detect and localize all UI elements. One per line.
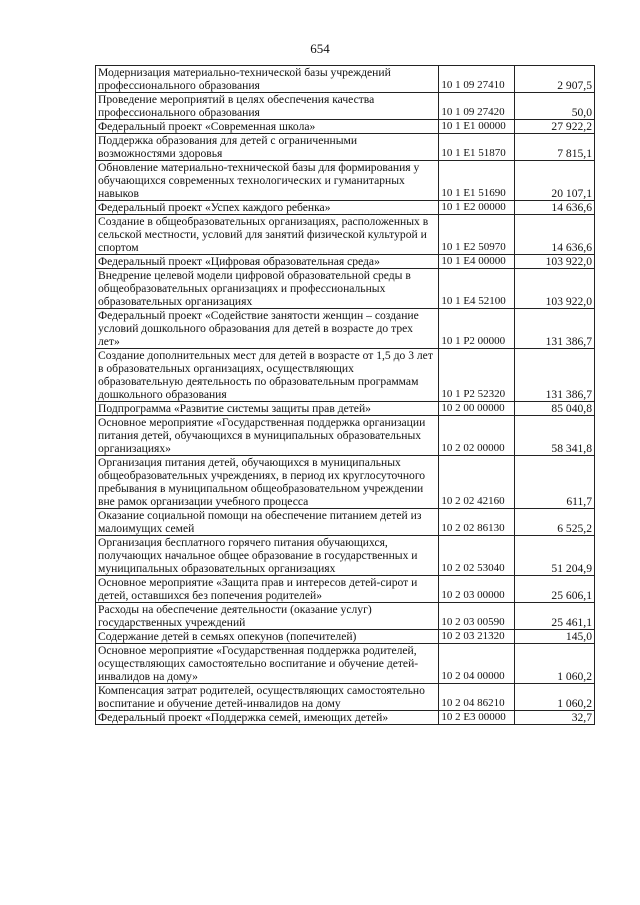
row-name: Основное мероприятие «Защита прав и интересов детей-сирот и детей, оставшихся без попечения родителей» xyxy=(96,576,439,603)
row-code: 10 1 P2 52320 xyxy=(439,349,514,402)
row-name: Создание дополнительных мест для детей в возрасте от 1,5 до 3 лет в образовательных организациях, осуществляющих образовательную деятельность по образовательным программам дошкольного образования xyxy=(96,349,439,402)
row-code: 10 2 E3 00000 xyxy=(439,711,514,725)
table-row xyxy=(96,201,595,215)
row-code: 10 2 03 21320 xyxy=(439,630,514,644)
row-amount: 85 040,8 xyxy=(514,402,594,416)
table-row xyxy=(96,456,595,509)
row-amount: 14 636,6 xyxy=(514,215,594,255)
table-row xyxy=(96,120,595,134)
row-amount: 2 907,5 xyxy=(514,66,594,93)
row-amount: 131 386,7 xyxy=(514,309,594,349)
budget-table xyxy=(95,65,595,725)
row-name: Создание в общеобразовательных организациях, расположенных в сельской местности, условий для занятий физической культурой и спортом xyxy=(96,215,439,255)
table-row xyxy=(96,255,595,269)
table-row xyxy=(96,644,595,684)
table-row xyxy=(96,416,595,456)
row-name: Оказание социальной помощи на обеспечение питанием детей из малоимущих семей xyxy=(96,509,439,536)
row-amount: 50,0 xyxy=(514,93,594,120)
row-code: 10 2 03 00590 xyxy=(439,603,514,630)
row-amount: 58 341,8 xyxy=(514,416,594,456)
table-row xyxy=(96,134,595,161)
row-code: 10 2 02 53040 xyxy=(439,536,514,576)
row-name: Основное мероприятие «Государственная поддержка родителей, осуществляющих самостоятельно воспитание и обучение детей-инвалидов на дому» xyxy=(96,644,439,684)
row-code: 10 1 09 27410 xyxy=(439,66,514,93)
row-name: Обновление материально-технической базы для формирования у обучающихся современных технологических и гуманитарных навыков xyxy=(96,161,439,201)
row-amount: 51 204,9 xyxy=(514,536,594,576)
row-code: 10 1 E1 00000 xyxy=(439,120,514,134)
table-row xyxy=(96,93,595,120)
table-row xyxy=(96,269,595,309)
row-name: Компенсация затрат родителей, осуществляющих самостоятельно воспитание и обучение детей-инвалидов на дому xyxy=(96,684,439,711)
row-amount: 14 636,6 xyxy=(514,201,594,215)
row-code: 10 2 02 42160 xyxy=(439,456,514,509)
row-name: Основное мероприятие «Государственная поддержка организации питания детей, обучающихся в муниципальных образовательных организациях» xyxy=(96,416,439,456)
row-code: 10 1 P2 00000 xyxy=(439,309,514,349)
row-name: Федеральный проект «Успех каждого ребенка» xyxy=(96,201,439,215)
table-row xyxy=(96,684,595,711)
row-code: 10 1 E4 52100 xyxy=(439,269,514,309)
table-row xyxy=(96,711,595,725)
row-name: Организация питания детей, обучающихся в муниципальных общеобразовательных учреждениях, в период их круглосуточного пребывания в муниципальном общеобразовательном учреждении вне рамок организации учебного процесса xyxy=(96,456,439,509)
row-amount: 145,0 xyxy=(514,630,594,644)
table-row xyxy=(96,309,595,349)
row-code: 10 1 E2 00000 xyxy=(439,201,514,215)
row-name: Содержание детей в семьях опекунов (попечителей) xyxy=(96,630,439,644)
row-code: 10 1 09 27420 xyxy=(439,93,514,120)
row-amount: 25 461,1 xyxy=(514,603,594,630)
table-row xyxy=(96,161,595,201)
row-code: 10 2 03 00000 xyxy=(439,576,514,603)
row-amount: 1 060,2 xyxy=(514,644,594,684)
row-name: Внедрение целевой модели цифровой образовательной среды в общеобразовательных организациях и профессиональных образовательных организациях xyxy=(96,269,439,309)
row-name: Модернизация материально-технической базы учреждений профессионального образования xyxy=(96,66,439,93)
row-code: 10 2 04 00000 xyxy=(439,644,514,684)
table-row xyxy=(96,576,595,603)
row-code: 10 1 E1 51690 xyxy=(439,161,514,201)
row-amount: 25 606,1 xyxy=(514,576,594,603)
table-row xyxy=(96,630,595,644)
row-amount: 32,7 xyxy=(514,711,594,725)
row-amount: 611,7 xyxy=(514,456,594,509)
row-name: Расходы на обеспечение деятельности (оказание услуг) государственных учреждений xyxy=(96,603,439,630)
row-code: 10 1 E1 51870 xyxy=(439,134,514,161)
row-amount: 20 107,1 xyxy=(514,161,594,201)
row-name: Федеральный проект «Содействие занятости женщин – создание условий дошкольного образования для детей в возрасте до трех лет» xyxy=(96,309,439,349)
row-name: Проведение мероприятий в целях обеспечения качества профессионального образования xyxy=(96,93,439,120)
row-code: 10 2 00 00000 xyxy=(439,402,514,416)
page-number: 654 xyxy=(310,41,330,56)
row-name: Федеральный проект «Цифровая образовательная среда» xyxy=(96,255,439,269)
row-name: Подпрограмма «Развитие системы защиты прав детей» xyxy=(96,402,439,416)
row-code: 10 2 04 86210 xyxy=(439,684,514,711)
row-name: Федеральный проект «Современная школа» xyxy=(96,120,439,134)
table-row xyxy=(96,509,595,536)
row-code: 10 1 E2 50970 xyxy=(439,215,514,255)
row-code: 10 1 E4 00000 xyxy=(439,255,514,269)
row-amount: 103 922,0 xyxy=(514,269,594,309)
table-row xyxy=(96,603,595,630)
row-name: Организация бесплатного горячего питания обучающихся, получающих начальное общее образование в государственных и муниципальных образовательных организациях xyxy=(96,536,439,576)
row-amount: 6 525,2 xyxy=(514,509,594,536)
row-amount: 131 386,7 xyxy=(514,349,594,402)
table-row xyxy=(96,215,595,255)
row-amount: 103 922,0 xyxy=(514,255,594,269)
table-row xyxy=(96,66,595,93)
row-code: 10 2 02 00000 xyxy=(439,416,514,456)
table-row xyxy=(96,402,595,416)
row-code: 10 2 02 86130 xyxy=(439,509,514,536)
table-row xyxy=(96,536,595,576)
row-name: Поддержка образования для детей с ограниченными возможностями здоровья xyxy=(96,134,439,161)
table-row xyxy=(96,349,595,402)
row-amount: 27 922,2 xyxy=(514,120,594,134)
row-amount: 1 060,2 xyxy=(514,684,594,711)
row-amount: 7 815,1 xyxy=(514,134,594,161)
row-name: Федеральный проект «Поддержка семей, имеющих детей» xyxy=(96,711,439,725)
